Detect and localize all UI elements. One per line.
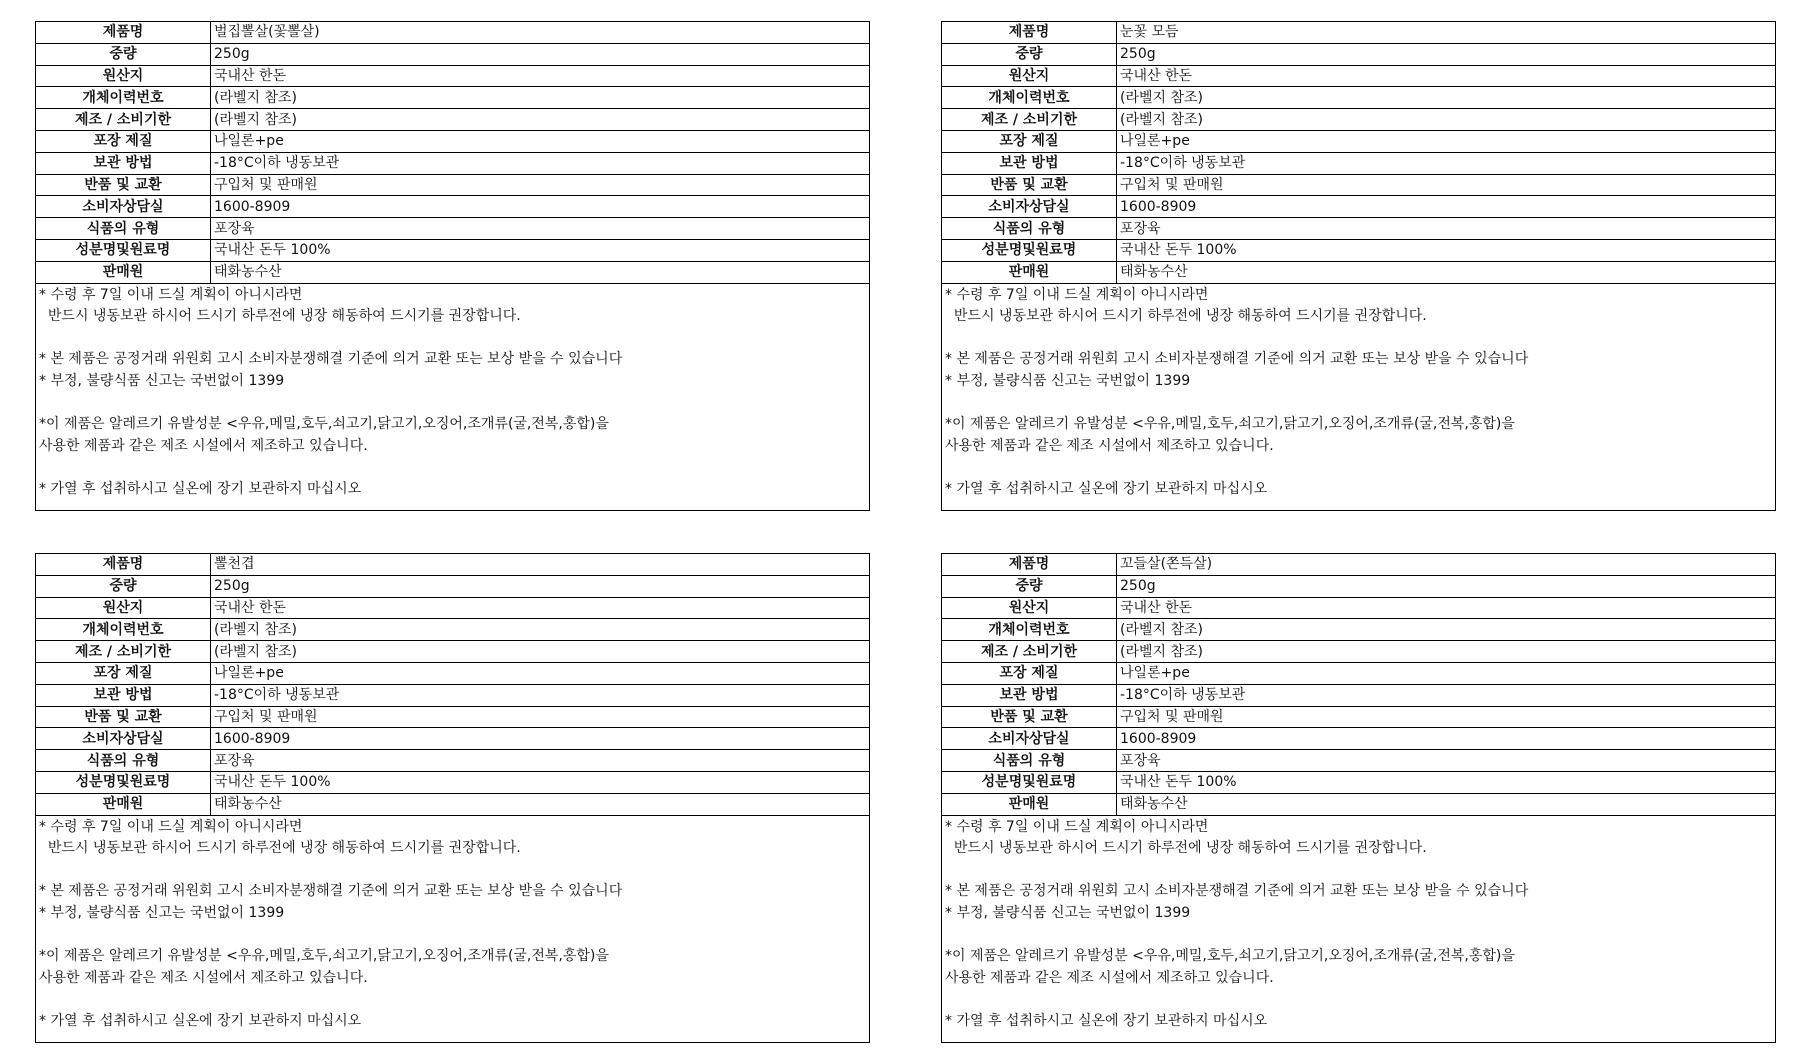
table-row [942, 597, 1775, 619]
field-value: 1600-8909 [211, 728, 870, 750]
field-value: (라벨지 참조) [211, 641, 870, 663]
field-label: 원산지 [36, 65, 211, 87]
notice-line: * 가열 후 섭취하시고 실온에 장기 보관하지 마십시오 [945, 480, 1268, 497]
notice-line: *이 제품은 알레르기 유발성분 <우유,메밀,호두,쇠고기,닭고기,오징어,조개류(굴,전복,홍합)을 [945, 948, 1515, 965]
notice-line: 반드시 냉동보관 하시어 드시기 하루전에 냉장 해동하여 드시기를 권장합니다. [945, 840, 1427, 857]
notice-gap [39, 393, 869, 415]
field-label: 소비자상담실 [942, 728, 1117, 750]
field-label: 식품의 유형 [36, 750, 211, 772]
notice-line: * 본 제품은 공정거래 위원회 고시 소비자분쟁해결 기준에 의거 교환 또는 보상 받을 수 있습니다 [39, 351, 623, 368]
field-value: 포장육 [211, 218, 870, 240]
field-label: 반품 및 교환 [36, 706, 211, 728]
table-row [36, 554, 869, 575]
field-label: 중량 [36, 43, 211, 65]
notice-gap [39, 925, 869, 947]
notice-line: 사용한 제품과 같은 제조 시설에서 제조하고 있습니다. [945, 969, 1274, 986]
notice-line: 사용한 제품과 같은 제조 시설에서 제조하고 있습니다. [945, 437, 1274, 454]
table-row [36, 771, 869, 793]
field-value: -18°C이하 냉동보관 [211, 684, 870, 706]
notice-gap [945, 860, 1775, 882]
field-value: 태화농수산 [211, 793, 870, 815]
notice-line: * 부정, 불량식품 신고는 국번없이 1399 [39, 904, 285, 921]
field-label: 제품명 [36, 554, 211, 575]
table-row [942, 575, 1775, 597]
field-value: (라벨지 참조) [211, 87, 870, 109]
table-row [942, 196, 1775, 218]
field-value: 포장육 [1117, 218, 1776, 240]
table-row [36, 218, 869, 240]
field-label: 원산지 [36, 597, 211, 619]
notice-line: 반드시 냉동보관 하시어 드시기 하루전에 냉장 해동하여 드시기를 권장합니다. [945, 308, 1427, 325]
table-row [942, 22, 1775, 43]
field-value: 나일론+pe [1117, 130, 1776, 152]
field-label: 판매원 [942, 793, 1117, 815]
notice-line: * 수령 후 7일 이내 드실 계획이 아니시라면 [39, 286, 303, 303]
field-value: 벌집뽈살(꽃뽈살) [211, 22, 870, 43]
table-row [942, 43, 1775, 65]
notice-line: 반드시 냉동보관 하시어 드시기 하루전에 냉장 해동하여 드시기를 권장합니다. [39, 308, 521, 325]
table-row [942, 130, 1775, 152]
table-row [942, 152, 1775, 174]
field-label: 식품의 유형 [36, 218, 211, 240]
field-label: 중량 [942, 43, 1117, 65]
field-value: 포장육 [1117, 750, 1776, 772]
table-row [36, 196, 869, 218]
field-label: 보관 방법 [36, 684, 211, 706]
field-value: 나일론+pe [1117, 662, 1776, 684]
product-label-card [941, 21, 1776, 511]
table-row [942, 239, 1775, 261]
field-label: 판매원 [36, 793, 211, 815]
field-value: 1600-8909 [1117, 196, 1776, 218]
field-label: 소비자상담실 [942, 196, 1117, 218]
product-label-card [35, 21, 870, 511]
field-value: 눈꽃 모듬 [1117, 22, 1776, 43]
table-row [36, 174, 869, 196]
field-value: 250g [1117, 575, 1776, 597]
field-value: 250g [211, 575, 870, 597]
field-label: 성분명및원료명 [942, 771, 1117, 793]
notice-line: * 가열 후 섭취하시고 실온에 장기 보관하지 마십시오 [39, 1012, 362, 1029]
field-label: 보관 방법 [942, 684, 1117, 706]
table-row [36, 109, 869, 131]
table-row [36, 65, 869, 87]
notice-line: *이 제품은 알레르기 유발성분 <우유,메밀,호두,쇠고기,닭고기,오징어,조개류(굴,전복,홍합)을 [945, 416, 1515, 433]
field-label: 식품의 유형 [942, 750, 1117, 772]
table-row [942, 87, 1775, 109]
field-label: 개체이력번호 [36, 87, 211, 109]
notice-gap [39, 860, 869, 882]
table-row [36, 261, 869, 283]
table-row [942, 174, 1775, 196]
table-row [942, 706, 1775, 728]
table-row [36, 87, 869, 109]
field-value: 국내산 한돈 [211, 597, 870, 619]
field-value: 뽈천겹 [211, 554, 870, 575]
notice-line: *이 제품은 알레르기 유발성분 <우유,메밀,호두,쇠고기,닭고기,오징어,조개류(굴,전복,홍합)을 [39, 948, 609, 965]
field-label: 제품명 [36, 22, 211, 43]
table-row [942, 619, 1775, 641]
notice-gap [39, 989, 869, 1011]
field-value: 국내산 한돈 [1117, 597, 1776, 619]
field-value: 구입처 및 판매원 [211, 174, 870, 196]
notice-gap [945, 925, 1775, 947]
field-value: (라벨지 참조) [1117, 641, 1776, 663]
notice-line: *이 제품은 알레르기 유발성분 <우유,메밀,호두,쇠고기,닭고기,오징어,조개류(굴,전복,홍합)을 [39, 416, 609, 433]
notice-text [36, 816, 869, 1042]
field-label: 원산지 [942, 65, 1117, 87]
field-value: -18°C이하 냉동보관 [1117, 152, 1776, 174]
product-label-card [941, 553, 1776, 1043]
notice-line: * 부정, 불량식품 신고는 국번없이 1399 [945, 372, 1191, 389]
field-label: 포장 제질 [942, 662, 1117, 684]
notice-line: * 부정, 불량식품 신고는 국번없이 1399 [39, 372, 285, 389]
field-label: 개체이력번호 [942, 87, 1117, 109]
table-row [942, 554, 1775, 575]
table-row [36, 152, 869, 174]
field-value: 나일론+pe [211, 662, 870, 684]
notice-line: 사용한 제품과 같은 제조 시설에서 제조하고 있습니다. [39, 969, 368, 986]
notice-line: 사용한 제품과 같은 제조 시설에서 제조하고 있습니다. [39, 437, 368, 454]
field-value: (라벨지 참조) [1117, 109, 1776, 131]
table-row [942, 771, 1775, 793]
field-label: 소비자상담실 [36, 196, 211, 218]
table-row [942, 261, 1775, 283]
notice-gap [39, 328, 869, 350]
field-label: 소비자상담실 [36, 728, 211, 750]
field-value: 태화농수산 [211, 261, 870, 283]
field-value: 250g [1117, 43, 1776, 65]
field-label: 판매원 [36, 261, 211, 283]
product-info-table [942, 22, 1775, 284]
field-value: (라벨지 참조) [1117, 619, 1776, 641]
field-label: 제조 / 소비기한 [36, 641, 211, 663]
notice-line: * 가열 후 섭취하시고 실온에 장기 보관하지 마십시오 [39, 480, 362, 497]
notice-line: * 수령 후 7일 이내 드실 계획이 아니시라면 [945, 286, 1209, 303]
table-row [36, 662, 869, 684]
notice-text [942, 816, 1775, 1042]
table-row [36, 706, 869, 728]
field-value: 태화농수산 [1117, 793, 1776, 815]
table-row [36, 22, 869, 43]
table-row [36, 684, 869, 706]
notice-line: * 부정, 불량식품 신고는 국번없이 1399 [945, 904, 1191, 921]
field-value: 포장육 [211, 750, 870, 772]
table-row [942, 750, 1775, 772]
field-label: 반품 및 교환 [36, 174, 211, 196]
field-value: 국내산 한돈 [211, 65, 870, 87]
field-value: 국내산 돈두 100% [211, 239, 870, 261]
field-value: 구입처 및 판매원 [1117, 174, 1776, 196]
field-label: 개체이력번호 [942, 619, 1117, 641]
table-row [942, 641, 1775, 663]
table-row [942, 684, 1775, 706]
field-value: (라벨지 참조) [1117, 87, 1776, 109]
field-label: 개체이력번호 [36, 619, 211, 641]
field-label: 중량 [942, 575, 1117, 597]
field-value: 1600-8909 [211, 196, 870, 218]
table-row [36, 239, 869, 261]
notice-gap [945, 989, 1775, 1011]
field-label: 제조 / 소비기한 [36, 109, 211, 131]
table-row [36, 641, 869, 663]
table-row [36, 793, 869, 815]
field-label: 보관 방법 [36, 152, 211, 174]
table-row [36, 619, 869, 641]
table-row [942, 793, 1775, 815]
notice-gap [945, 457, 1775, 479]
product-info-table [942, 554, 1775, 816]
field-label: 판매원 [942, 261, 1117, 283]
product-info-table [36, 554, 869, 816]
field-value: -18°C이하 냉동보관 [211, 152, 870, 174]
table-row [36, 750, 869, 772]
field-value: 국내산 돈두 100% [1117, 239, 1776, 261]
field-value: 꼬들살(쫀득살) [1117, 554, 1776, 575]
field-label: 제품명 [942, 22, 1117, 43]
field-value: 250g [211, 43, 870, 65]
field-value: -18°C이하 냉동보관 [1117, 684, 1776, 706]
notice-gap [39, 457, 869, 479]
table-row [36, 130, 869, 152]
notice-line: * 본 제품은 공정거래 위원회 고시 소비자분쟁해결 기준에 의거 교환 또는 보상 받을 수 있습니다 [945, 883, 1529, 900]
field-label: 포장 제질 [36, 662, 211, 684]
field-value: 국내산 돈두 100% [211, 771, 870, 793]
field-value: 구입처 및 판매원 [1117, 706, 1776, 728]
product-info-table [36, 22, 869, 284]
notice-line: * 수령 후 7일 이내 드실 계획이 아니시라면 [39, 818, 303, 835]
field-label: 포장 제질 [942, 130, 1117, 152]
table-row [942, 218, 1775, 240]
field-label: 식품의 유형 [942, 218, 1117, 240]
field-label: 제품명 [942, 554, 1117, 575]
table-row [36, 597, 869, 619]
field-value: (라벨지 참조) [211, 619, 870, 641]
field-value: 국내산 한돈 [1117, 65, 1776, 87]
notice-line: * 본 제품은 공정거래 위원회 고시 소비자분쟁해결 기준에 의거 교환 또는 보상 받을 수 있습니다 [945, 351, 1529, 368]
field-value: 태화농수산 [1117, 261, 1776, 283]
table-row [36, 575, 869, 597]
field-label: 성분명및원료명 [36, 239, 211, 261]
field-label: 보관 방법 [942, 152, 1117, 174]
field-label: 제조 / 소비기한 [942, 641, 1117, 663]
notice-line: * 가열 후 섭취하시고 실온에 장기 보관하지 마십시오 [945, 1012, 1268, 1029]
field-value: (라벨지 참조) [211, 109, 870, 131]
field-label: 반품 및 교환 [942, 706, 1117, 728]
notice-line: 반드시 냉동보관 하시어 드시기 하루전에 냉장 해동하여 드시기를 권장합니다. [39, 840, 521, 857]
field-value: 1600-8909 [1117, 728, 1776, 750]
field-label: 포장 제질 [36, 130, 211, 152]
table-row [36, 728, 869, 750]
field-label: 성분명및원료명 [36, 771, 211, 793]
table-row [942, 662, 1775, 684]
field-value: 국내산 돈두 100% [1117, 771, 1776, 793]
notice-line: * 수령 후 7일 이내 드실 계획이 아니시라면 [945, 818, 1209, 835]
table-row [942, 728, 1775, 750]
notice-line: * 본 제품은 공정거래 위원회 고시 소비자분쟁해결 기준에 의거 교환 또는 보상 받을 수 있습니다 [39, 883, 623, 900]
notice-text [36, 284, 869, 510]
field-label: 반품 및 교환 [942, 174, 1117, 196]
table-row [942, 109, 1775, 131]
notice-gap [945, 328, 1775, 350]
field-label: 성분명및원료명 [942, 239, 1117, 261]
product-label-card [35, 553, 870, 1043]
field-label: 중량 [36, 575, 211, 597]
notice-gap [945, 393, 1775, 415]
notice-text [942, 284, 1775, 510]
table-row [942, 65, 1775, 87]
field-label: 제조 / 소비기한 [942, 109, 1117, 131]
field-label: 원산지 [942, 597, 1117, 619]
field-value: 나일론+pe [211, 130, 870, 152]
field-value: 구입처 및 판매원 [211, 706, 870, 728]
table-row [36, 43, 869, 65]
